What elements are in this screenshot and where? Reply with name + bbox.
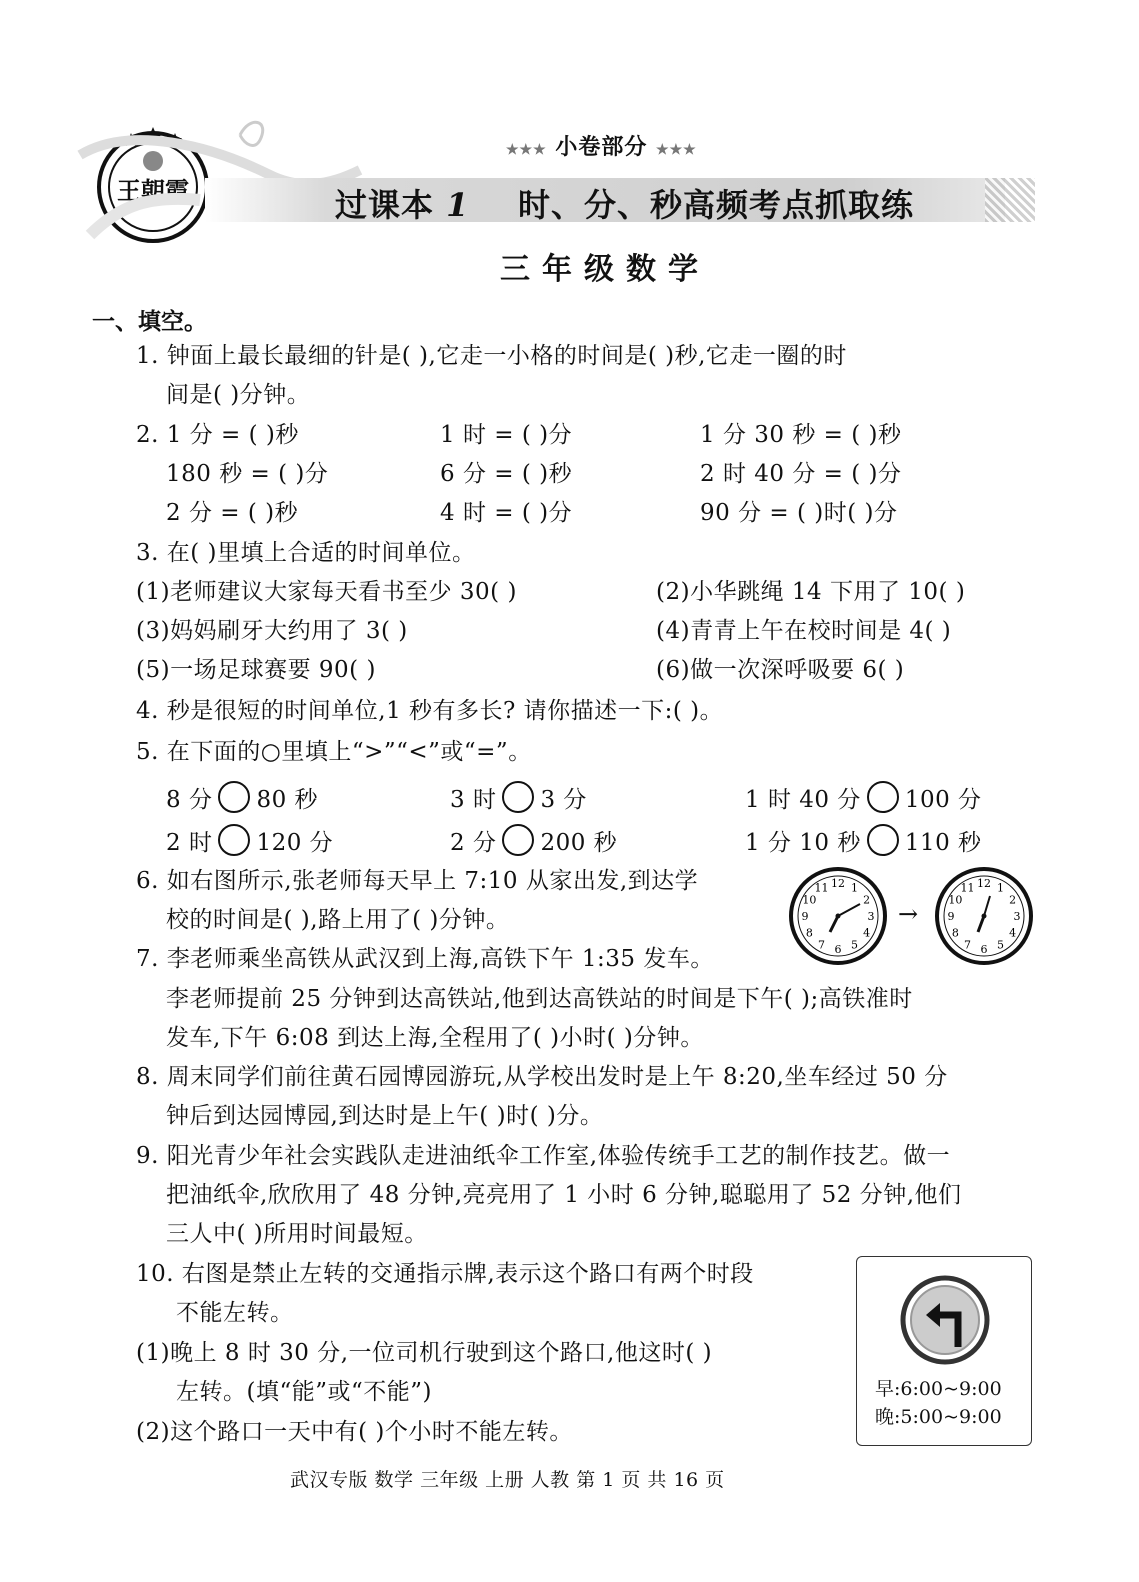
q3-title: 3. 在( )里填上合适的时间单位。 [136, 540, 476, 566]
q5-c1 [166, 781, 318, 815]
clock-numeral: 5 [851, 938, 858, 952]
clock-numeral: 10 [802, 893, 817, 907]
q5-c4-right: 120 分 [256, 830, 334, 856]
q5-c5-right: 200 秒 [540, 830, 618, 856]
compare-circle[interactable] [502, 781, 534, 813]
clock-numeral: 4 [863, 926, 871, 940]
q9-line3: 三人中( )所用时间最短。 [166, 1221, 428, 1247]
q5-c1-left: 8 分 [166, 787, 213, 813]
grade-subject: 三年级数学 [500, 252, 710, 287]
clock-numeral: 6 [834, 943, 842, 956]
clock-end [934, 866, 1034, 966]
stars-right: ★★★ [656, 142, 697, 158]
title-bar-pattern [985, 178, 1035, 222]
q2-r1-c1: 2. 1 分 = ( )秒 [136, 422, 299, 448]
q5-c1-right: 80 秒 [256, 787, 319, 813]
arrow-icon: → [898, 900, 919, 928]
q5-c3 [745, 781, 982, 815]
clock-numeral: 10 [948, 893, 963, 907]
compare-circle[interactable] [867, 781, 899, 813]
q5-c6-right: 110 秒 [904, 830, 982, 856]
clock-numeral: 11 [814, 881, 829, 895]
q5-c2-left: 3 时 [450, 787, 497, 813]
q10-sub1a: (1)晚上 8 时 30 分,一位司机行驶到这个路口,他这时( ) [136, 1340, 713, 1366]
q2-r2-c1: 180 秒 = ( )分 [166, 461, 329, 487]
clock-numeral: 3 [1013, 910, 1021, 923]
clock-numeral: 1 [997, 881, 1004, 895]
q2-r3-c1: 2 分 = ( )秒 [166, 500, 299, 526]
q5-c4-left: 2 时 [166, 830, 213, 856]
q7-line1: 7. 李老师乘坐高铁从武汉到上海,高铁下午 1:35 发车。 [136, 946, 714, 972]
q5-c4 [166, 824, 333, 858]
q7-line2: 李老师提前 25 分钟到达高铁站,他到达高铁站的时间是下午( );高铁准时 [166, 986, 913, 1012]
clock-numeral: 6 [980, 943, 988, 956]
page-footer: 武汉专版 数学 三年级 上册 人教 第 1 页 共 16 页 [290, 1469, 725, 1491]
q5-c3-right: 100 分 [904, 787, 982, 813]
q3-a4: (4)青青上午在校时间是 4( ) [656, 618, 952, 644]
stars-left: ★★★ [506, 142, 547, 158]
q6-line1: 6. 如右图所示,张老师每天早上 7:10 从家出发,到达学 [136, 868, 699, 894]
q5-c3-left: 1 时 40 分 [745, 787, 861, 813]
sign-evening: 晚:5:00~9:00 [875, 1406, 1002, 1428]
q8-line2: 钟后到达园博园,到达时是上午( )时( )分。 [166, 1103, 604, 1129]
q6-line2: 校的时间是( ),路上用了( )分钟。 [166, 907, 510, 933]
page-title [335, 180, 914, 226]
q2-r2-c3: 2 时 40 分 = ( )分 [700, 461, 902, 487]
q5-c2-right: 3 分 [540, 787, 587, 813]
q10-line1: 10. 右图是禁止左转的交通指示牌,表示这个路口有两个时段 [136, 1261, 754, 1287]
clock-numeral: 11 [960, 881, 975, 895]
clock-numeral: 1 [851, 881, 858, 895]
clock-numeral: 7 [818, 938, 825, 952]
clock-numeral: 2 [863, 893, 871, 907]
q5-c6-left: 1 分 10 秒 [745, 830, 861, 856]
section-banner [506, 130, 697, 161]
q2-r3-c3: 90 分 = ( )时( )分 [700, 500, 898, 526]
q10-sub2: (2)这个路口一天中有( )个小时不能左转。 [136, 1419, 573, 1445]
compare-circle[interactable] [502, 824, 534, 856]
q5-c5 [450, 824, 617, 858]
clock-numeral: 2 [1009, 893, 1017, 907]
q1-line1: 1. 钟面上最长最细的针是( ),它走一小格的时间是( )秒,它走一圈的时 [136, 343, 847, 369]
q3-a2: (2)小华跳绳 14 下用了 10( ) [656, 579, 966, 605]
q2-r1-c2: 1 时 = ( )分 [440, 422, 573, 448]
q5-c5-left: 2 分 [450, 830, 497, 856]
no-left-turn-icon [900, 1275, 990, 1365]
section-title: 一、填空。 [92, 308, 207, 335]
q7-line3: 发车,下午 6:08 到达上海,全程用了( )小时( )分钟。 [166, 1025, 704, 1051]
sign-morning: 早:6:00~9:00 [875, 1378, 1002, 1400]
q2-r1-c3: 1 分 30 秒 = ( )秒 [700, 422, 902, 448]
clock-numeral: 12 [977, 877, 991, 890]
q8-line1: 8. 周末同学们前往黄石园博园游玩,从学校出发时是上午 8:20,坐车经过 50 分 [136, 1064, 948, 1090]
compare-circle[interactable] [218, 781, 250, 813]
q10-line2: 不能左转。 [176, 1300, 294, 1326]
clock-numeral: 4 [1009, 926, 1017, 940]
q4: 4. 秒是很短的时间单位,1 秒有多长? 请你描述一下:( )。 [136, 698, 724, 724]
clock-numeral: 9 [801, 910, 809, 923]
clock-numeral: 8 [805, 926, 813, 940]
clock-numeral: 3 [867, 910, 875, 923]
clock-numeral: 8 [951, 926, 959, 940]
q5-title: 5. 在下面的○里填上“>”“<”或“=”。 [136, 739, 532, 765]
q3-a6: (6)做一次深呼吸要 6( ) [656, 657, 905, 683]
clock-numeral: 12 [831, 877, 845, 890]
banner-label: 小卷部分 [555, 134, 648, 160]
traffic-sign-board [856, 1256, 1032, 1446]
compare-circle[interactable] [218, 824, 250, 856]
title-number: 1 [446, 186, 470, 224]
title-rest: 时、分、秒高频考点抓取练 [517, 186, 914, 224]
q5-c2 [450, 781, 587, 815]
q9-line1: 9. 阳光青少年社会实践队走进油纸伞工作室,体验传统手工艺的制作技艺。做一 [136, 1143, 951, 1169]
clock-numeral: 9 [947, 910, 955, 923]
clock-numeral: 7 [964, 938, 971, 952]
q3-a3: (3)妈妈刷牙大约用了 3( ) [136, 618, 408, 644]
q3-a5: (5)一场足球赛要 90( ) [136, 657, 376, 683]
logo-text: 王朝霞 [117, 176, 189, 205]
q5-c6 [745, 824, 982, 858]
q2-r2-c2: 6 分 = ( )秒 [440, 461, 573, 487]
clock-numeral: 5 [997, 938, 1004, 952]
title-prefix: 过课本 [335, 186, 435, 224]
clock-start [788, 866, 888, 966]
compare-circle[interactable] [867, 824, 899, 856]
q2-r3-c2: 4 时 = ( )分 [440, 500, 573, 526]
q10-sub1b: 左转。(填“能”或“不能”) [176, 1379, 432, 1405]
q9-line2: 把油纸伞,欣欣用了 48 分钟,亮亮用了 1 小时 6 分钟,聪聪用了 52 分钟,他们 [166, 1182, 962, 1208]
q3-a1: (1)老师建议大家每天看书至少 30( ) [136, 579, 517, 605]
q1-line2: 间是( )分钟。 [166, 382, 311, 408]
